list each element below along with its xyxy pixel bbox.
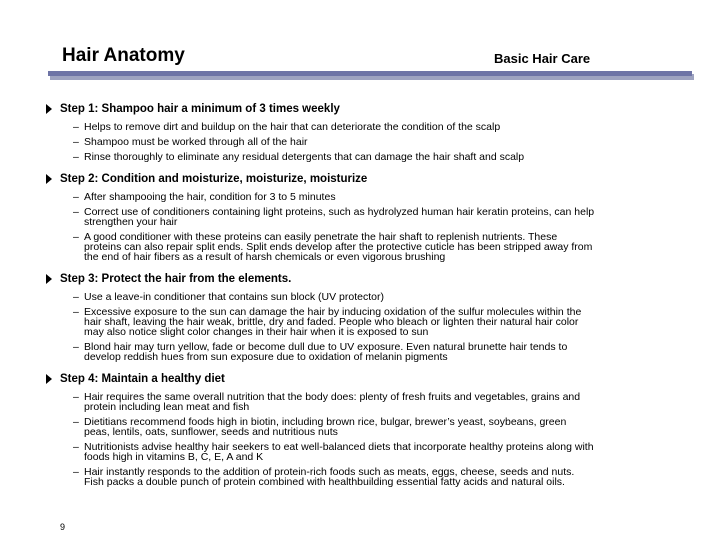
sub-bullet-line: develop reddish hues from sun exposure due to oxidation of melanin pigments xyxy=(84,351,448,363)
sub-bullet-line: the end of hair fibers as a result of harsh chemicals or even vigorous brushing xyxy=(84,251,446,263)
sub-bullet-line: Blond hair may turn yellow, fade or become dull due to UV exposure. Even natural brunette hair tends to xyxy=(84,341,568,353)
dash-bullet-icon: – xyxy=(73,341,79,353)
sub-bullet-line: A good conditioner with these proteins can easily penetrate the hair shaft to replenish nutrients. These xyxy=(84,231,558,243)
sub-bullet-line: Hair requires the same overall nutrition that the body does: plenty of fresh fruits and vegetables, grains and xyxy=(84,391,581,403)
slide-subtitle: Basic Hair Care xyxy=(494,51,591,66)
slide-title: Hair Anatomy xyxy=(62,45,185,66)
section-heading-text: Step 1: Shampoo hair a minimum of 3 times weekly xyxy=(60,103,340,115)
sub-bullet xyxy=(73,227,686,263)
section xyxy=(46,102,686,162)
sub-bullet xyxy=(73,287,686,303)
bullet-arrow-icon xyxy=(46,274,52,284)
sub-bullet-line: may also notice slight color changes in their hair when it is exposed to sun xyxy=(84,326,429,338)
dash-bullet-icon: – xyxy=(73,391,79,403)
dash-bullet-icon: – xyxy=(73,466,79,478)
dash-bullet-icon: – xyxy=(73,206,79,218)
dash-bullet-icon: – xyxy=(73,151,79,163)
sub-bullet-line: protein including lean meat and fish xyxy=(84,401,250,413)
dash-bullet-icon: – xyxy=(73,191,79,203)
sub-bullet-line: peas, lentils, oats, sunflower, seeds and nutritious nuts xyxy=(84,426,338,438)
dash-bullet-icon: – xyxy=(73,291,79,303)
dash-bullet-icon: – xyxy=(73,121,79,133)
dash-bullet-icon: – xyxy=(73,231,79,243)
dash-bullet-icon: – xyxy=(73,136,79,148)
section-heading xyxy=(46,372,686,387)
sub-bullet xyxy=(73,117,686,133)
sub-bullet xyxy=(73,412,686,438)
bullet-arrow-icon xyxy=(46,374,52,384)
sub-bullet xyxy=(73,337,686,363)
sub-bullet xyxy=(73,437,686,463)
dash-bullet-icon: – xyxy=(73,306,79,318)
sub-bullet-line: Excessive exposure to the sun can damage the hair by inducing oxidation of the sulfur molecules within the xyxy=(84,306,582,318)
sub-bullet xyxy=(73,302,686,338)
page-number: 9 xyxy=(60,522,66,532)
section xyxy=(46,172,686,262)
sub-bullet-line: Correct use of conditioners containing light proteins, such as hydrolyzed human hair keratin proteins, can help xyxy=(84,206,595,218)
sub-bullet xyxy=(73,462,686,488)
sub-bullet xyxy=(73,187,686,203)
dash-bullet-icon: – xyxy=(73,441,79,453)
sub-bullet-line: foods high in vitamins B, C, E, A and K xyxy=(84,451,264,463)
sub-bullet-line: Rinse thoroughly to eliminate any residual detergents that can damage the hair shaft and scalp xyxy=(84,151,525,163)
section-heading xyxy=(46,272,686,287)
sub-bullet-line: Use a leave-in conditioner that contains sun block (UV protector) xyxy=(84,291,384,303)
section-heading xyxy=(46,102,686,117)
sub-bullet-line: After shampooing the hair, condition for 3 to 5 minutes xyxy=(84,191,336,203)
section-heading xyxy=(46,172,686,187)
sub-bullet xyxy=(73,132,686,148)
sub-bullet-line: Hair instantly responds to the addition of protein-rich foods such as meats, eggs, cheese, seeds and nuts. xyxy=(84,466,575,478)
sub-bullet xyxy=(73,147,686,163)
sub-bullet-line: Nutritionists advise healthy hair seekers to eat well-balanced diets that incorporate healthy proteins along with xyxy=(84,441,594,453)
section-heading-text: Step 2: Condition and moisturize, moisturize, moisturize xyxy=(60,173,368,185)
dash-bullet-icon: – xyxy=(73,416,79,428)
sub-bullet-line: hair shaft, leaving the hair weak, brittle, dry and faded. People who bleach or lighten their natural hair color xyxy=(84,316,579,328)
section-heading-text: Step 4: Maintain a healthy diet xyxy=(60,373,225,385)
bullet-arrow-icon xyxy=(46,174,52,184)
sub-bullet xyxy=(73,387,686,413)
sub-bullet-line: Dietitians recommend foods high in biotin, including brown rice, bulgar, brewer’s yeast, soybeans, green xyxy=(84,416,567,428)
sub-bullet xyxy=(73,202,686,228)
bullet-arrow-icon xyxy=(46,104,52,114)
section xyxy=(46,272,686,362)
sub-bullet-line: proteins can also repair split ends. Split ends develop after the protective cuticle has been stripped away from xyxy=(84,241,593,253)
sub-bullet-line: Helps to remove dirt and buildup on the hair that can deteriorate the condition of the scalp xyxy=(84,121,501,133)
title-rule xyxy=(48,71,692,76)
sub-bullet-line: strengthen your hair xyxy=(84,216,178,228)
section-heading-text: Step 3: Protect the hair from the elements. xyxy=(60,273,292,285)
sub-bullet-line: Fish packs a double punch of protein combined with healthbuilding essential fatty acids and natural oils. xyxy=(84,476,565,488)
section xyxy=(46,372,686,487)
sub-bullet-line: Shampoo must be worked through all of the hair xyxy=(84,136,308,148)
